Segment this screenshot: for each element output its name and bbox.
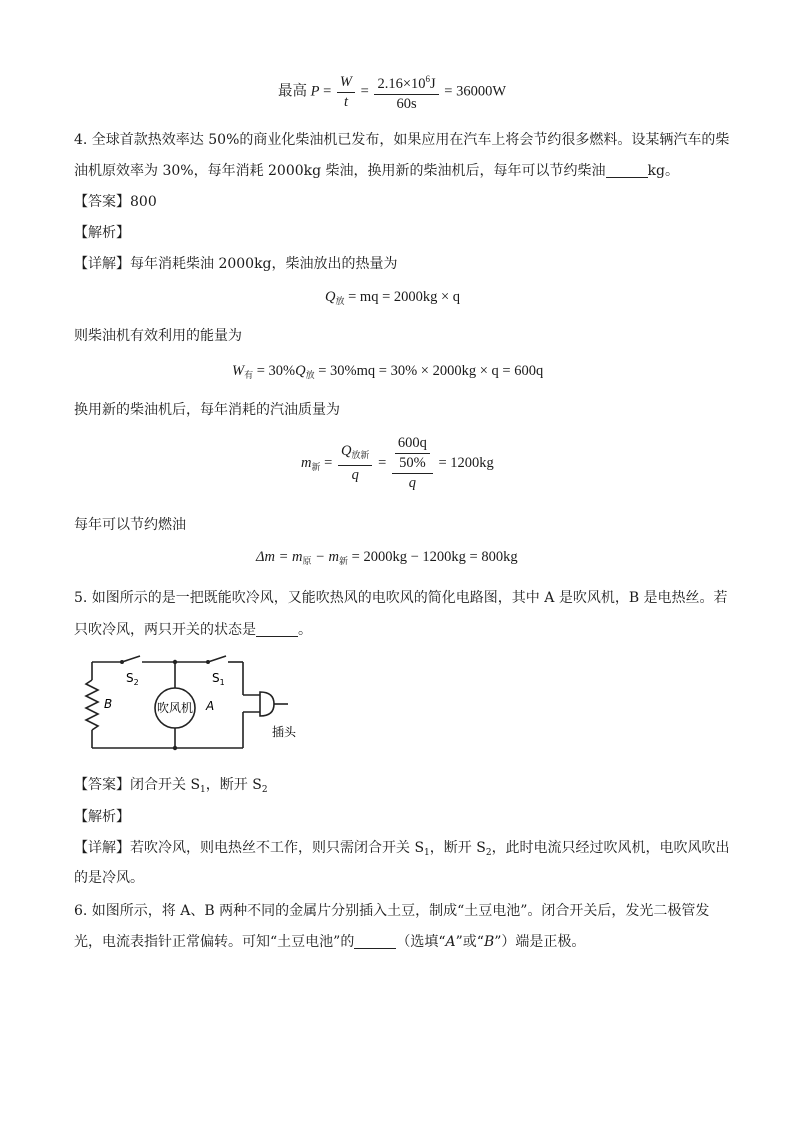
eq3-inner-den: 50% — [399, 455, 426, 471]
q5-answer-a: 闭合开关 S — [130, 777, 201, 793]
q4-analysis-tag — [74, 224, 130, 242]
a-label: A — [206, 699, 215, 713]
q5-line2-end: 。 — [298, 622, 312, 638]
q4-text3: 换用新的柴油机后，每年消耗的汽油质量为 — [74, 402, 340, 418]
eq-w: W — [339, 73, 353, 90]
q4-eq3: $m_新$ = $\frac{Q_{放新}}{q}$ = $\frac{\frac{600q}{50\%}}{q}$ = 1200kg — [301, 435, 494, 491]
q6-option-a: A — [445, 934, 456, 950]
eq4-mid: − m — [311, 549, 340, 565]
eq3-fraction1 — [338, 442, 373, 485]
eq3-outer-den: q — [408, 475, 416, 491]
eq-den: 60s — [396, 96, 417, 112]
eq3-num-q: Q — [340, 443, 352, 459]
plug-label: 插头 — [272, 725, 297, 739]
q5-answer-b: ，断开 S — [205, 777, 262, 793]
q4-detail-text: 每年消耗柴油 2000kg，柴油放出的热量为 — [130, 256, 398, 272]
eq3-result: = 1200kg — [438, 454, 494, 471]
eq3-den-q: q — [351, 467, 359, 483]
q4-detail-tag: 【详解】 — [74, 256, 130, 272]
eq3-inner-num: 600q — [395, 434, 430, 454]
eq3-m: m — [301, 454, 312, 471]
analysis-label: 【解析】 — [74, 225, 130, 241]
eq4-sub2: 新 — [339, 556, 349, 566]
q6-line2 — [74, 933, 585, 951]
q4-answer-value: 800 — [130, 194, 157, 210]
hair-dryer-circuit-diagram — [80, 650, 310, 760]
eq2-w-sub: 有 — [244, 370, 254, 380]
q4-text4: 每年可以节约燃油 — [74, 517, 186, 533]
q4-detail — [74, 255, 398, 273]
eq-num-base: 2.16×10 — [377, 76, 426, 92]
q5-analysis-tag — [74, 808, 130, 826]
eq3-m-sub: 新 — [311, 461, 321, 472]
q5-detail-a-sub: 1 — [424, 848, 430, 858]
eq-prefix: 最高 — [278, 83, 307, 100]
eq2-rhs1: = 30% — [256, 363, 296, 379]
eq4-sub1: 原 — [302, 556, 312, 566]
eq1-rhs: = mq = 2000kg × q — [348, 289, 461, 305]
q6-line2-b: （选填“ — [396, 934, 446, 950]
q6-line1: 6. 如图所示，将 A、B 两种不同的金属片分别插入土豆，制成“土豆电池”。闭合开关后，发光二极管发 — [74, 903, 710, 919]
eq2-q-sub: 放 — [305, 370, 315, 380]
q5-line2-text: 只吹冷风，两只开关的状态是 — [74, 622, 256, 638]
q5-detail-a: 若吹冷风，则电热丝不工作，则只需闭合开关 S — [130, 840, 425, 856]
q5-line1: 5. 如图所示的是一把既能吹冷风，又能吹热风的电吹风的简化电路图，其中 A 是吹风机，B 是电热丝。若 — [74, 590, 728, 606]
eq-num-exp: 6 — [425, 74, 431, 84]
analysis-label: 【解析】 — [74, 809, 130, 825]
eq-num-unit: J — [430, 76, 436, 92]
eq3-num-sub: 放新 — [351, 450, 370, 460]
q5-answer-b-sub: 2 — [261, 785, 268, 795]
q4-line1: 4. 全球首款热效率达 50%的商业化柴油机已发布，如果应用在汽车上将会节约很多燃料。设某辆汽车的柴 — [74, 132, 730, 148]
q4-eq4 — [256, 549, 518, 567]
q6-answer-blank — [354, 934, 396, 949]
q5-answer-tag: 【答案】 — [74, 777, 130, 793]
eq2-w: W — [232, 363, 245, 379]
q4-answer — [74, 193, 157, 211]
q4-line2-text: 油机原效率为 30%，每年消耗 2000kg 柴油，换用新的柴油机后，每年可以节约柴油 — [74, 163, 606, 179]
q6-line2-d: ”）端是正极。 — [494, 934, 586, 950]
eq3-fraction2 — [392, 434, 433, 493]
eq-t: t — [343, 93, 348, 110]
q5-answer-a-sub: 1 — [200, 785, 206, 795]
s1-label: $S_1$ — [212, 671, 225, 687]
eq4-lhs: Δm = m — [256, 549, 303, 565]
q5-detail — [74, 839, 730, 862]
eq2-rhs2: = 30%mq = 30% × 2000kg × q = 600q — [318, 363, 544, 379]
eq-result: 36000W — [456, 83, 507, 100]
q4-answer-tag: 【答案】 — [74, 194, 130, 210]
q5-detail-b-sub: 2 — [485, 848, 492, 858]
q4-line2-unit: kg。 — [647, 163, 679, 179]
power-equation: 最高 P = $\frac{W}{t}$ = $\frac{2.16\times 10^6J}{60s}$ = 36000W — [278, 70, 506, 114]
eq4-rhs: = 2000kg − 1200kg = 800kg — [348, 549, 518, 565]
q5-line2 — [74, 621, 312, 639]
q6-line2-a: 光，电流表指针正常偏转。可知“土豆电池”的 — [74, 934, 355, 950]
energy-over-time-fraction — [374, 70, 438, 114]
q5-answer — [74, 776, 268, 799]
q4-line2 — [74, 162, 679, 180]
eq-p: P — [310, 83, 320, 100]
q5-answer-blank — [256, 622, 298, 637]
b-label: B — [104, 697, 113, 711]
w-over-t-fraction — [337, 73, 355, 112]
q5-detail-c: ，此时电流只经过吹风机，电吹风吹出 — [491, 840, 730, 856]
q4-eq2 — [232, 363, 543, 381]
q6-line2-c: ”或“ — [455, 934, 484, 950]
eq1-q-sub: 放 — [335, 296, 345, 306]
q5-detail-line2: 的是冷风。 — [74, 870, 144, 886]
eq2-q: Q — [295, 363, 306, 379]
q4-text2: 则柴油机有效利用的能量为 — [74, 328, 242, 344]
q4-answer-blank — [606, 163, 648, 178]
q6-option-b: B — [483, 934, 495, 950]
eq1-q: Q — [325, 289, 336, 305]
s2-label: $S_2$ — [126, 671, 139, 687]
motor-label: 吹风机 — [156, 701, 194, 715]
q5-detail-tag: 【详解】 — [74, 840, 130, 856]
q4-eq1 — [325, 289, 460, 307]
q5-detail-b: ，断开 S — [429, 840, 486, 856]
